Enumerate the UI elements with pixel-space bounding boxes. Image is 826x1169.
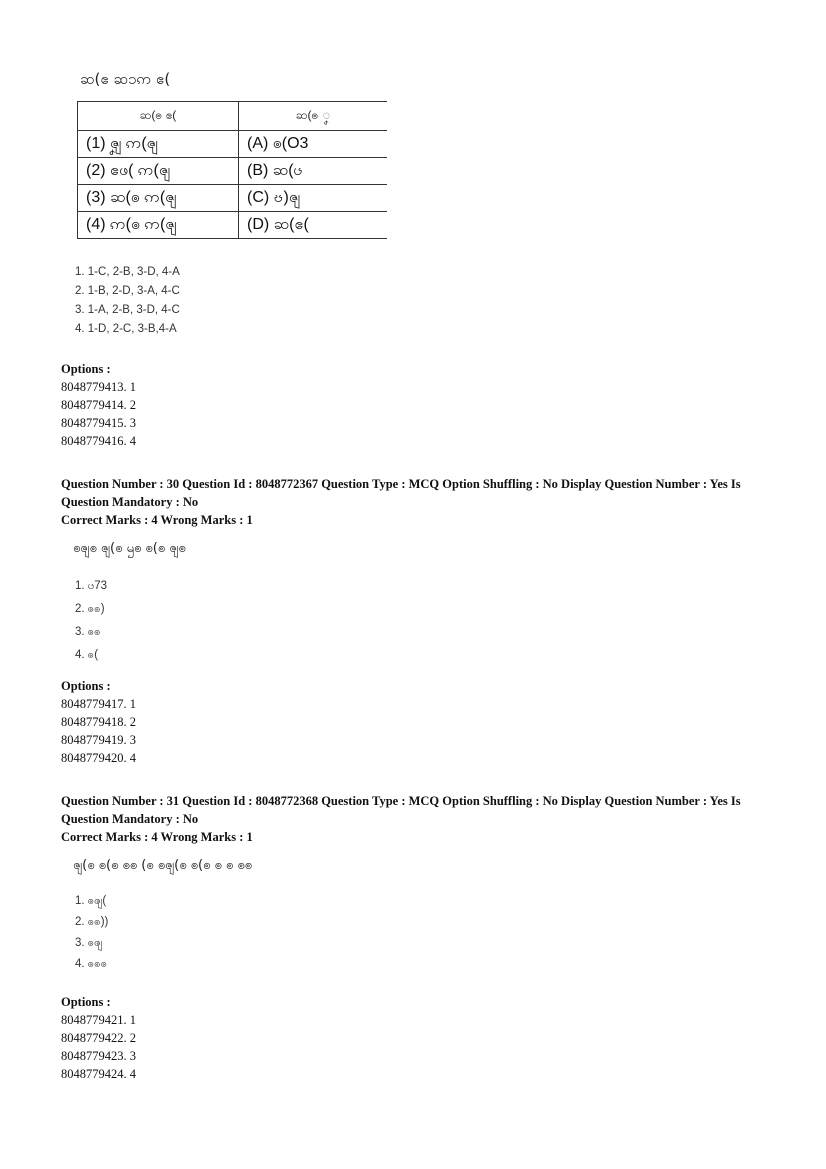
q29-choices (75, 263, 180, 339)
choice-item: 2. 1-B, 2-D, 3-A, 4-C (75, 285, 180, 297)
options-label: Options : (61, 995, 111, 1009)
q29-options (61, 360, 136, 450)
choice-item: 2. ၜၜ)) (75, 916, 109, 928)
q30-options (61, 677, 136, 767)
q30-question-text: ၜၛၜ ၛ(ၜ ၝၜ ၜ(ၜ ၛၜ (73, 541, 186, 556)
table-cell: (4) ဢ(ၜ ဢ(ၛ (78, 212, 239, 239)
option-item: 8048779416. 4 (61, 434, 136, 448)
table-cell: (1) ၛၞ ဢ(ၛ (78, 131, 239, 158)
option-item: 8048779419. 3 (61, 733, 136, 747)
table-cell: (B) ဆ(ၒ (239, 158, 388, 185)
q31-options (61, 993, 136, 1083)
choice-item: 3. ၜၛ (75, 937, 103, 949)
choice-item: 4. ၜၜၜ (75, 958, 108, 970)
option-item: 8048779420. 4 (61, 751, 136, 765)
q30-header (61, 475, 761, 529)
option-item: 8048779417. 1 (61, 697, 136, 711)
option-item: 8048779424. 4 (61, 1067, 136, 1081)
option-item: 8048779423. 3 (61, 1049, 136, 1063)
question-header-line: Question Number : 30 Question Id : 8048772367 Question Type : MCQ Option Shuffling : No Display Question Number : Yes Is (61, 477, 741, 491)
marks-line: Correct Marks : 4 Wrong Marks : 1 (61, 830, 253, 844)
choice-item: 2. ၜၜ) (75, 603, 105, 615)
option-item: 8048779414. 2 (61, 398, 136, 412)
table-cell: (C) ၓ)ၛ (239, 185, 388, 212)
table-cell: (D) ဆ(ဧ( (239, 212, 388, 239)
options-label: Options : (61, 362, 111, 376)
table-cell: (3) ဆ(ၜ ဢ(ၛ (78, 185, 239, 212)
choice-item: 4. ၜ( (75, 649, 99, 661)
choice-item: 1. ၒ73 (75, 580, 108, 592)
q30-choices (75, 575, 107, 667)
matching-table (77, 101, 387, 239)
q29-instruction: ဆ(ဧ ဆ၁ဢ ဧ( (80, 70, 171, 88)
table-cell: (2) ဧဖ( ဢ(ၛ (78, 158, 239, 185)
option-item: 8048779413. 1 (61, 380, 136, 394)
q31-question-text: ၛ(ၜ ၜ(ၜ ၜၜ (ၜ ၜၛ(ၜ ၜ(ၜ ၜ ၜ ၜၜ (73, 858, 252, 873)
table-header-right: ဆ(ၜ ၞ (239, 102, 388, 131)
q31-header (61, 792, 761, 846)
marks-line: Correct Marks : 4 Wrong Marks : 1 (61, 513, 253, 527)
table-cell: (A) ၜ(O3 (239, 131, 388, 158)
options-label: Options : (61, 679, 111, 693)
question-header-line: Question Mandatory : No (61, 495, 199, 509)
question-header-line: Question Number : 31 Question Id : 8048772368 Question Type : MCQ Option Shuffling : No Display Question Number : Yes Is (61, 794, 741, 808)
option-item: 8048779418. 2 (61, 715, 136, 729)
choice-item: 1. 1-C, 2-B, 3-D, 4-A (75, 266, 180, 278)
choice-item: 3. ၜၜ (75, 626, 101, 638)
choice-item: 1. ၜၛ( (75, 895, 107, 907)
choice-item: 4. 1-D, 2-C, 3-B,4-A (75, 323, 177, 335)
choice-item: 3. 1-A, 2-B, 3-D, 4-C (75, 304, 180, 316)
table-header-left: ဆ(ၜ ဧ( (78, 102, 239, 131)
option-item: 8048779422. 2 (61, 1031, 136, 1045)
question-header-line: Question Mandatory : No (61, 812, 199, 826)
option-item: 8048779415. 3 (61, 416, 136, 430)
q31-choices (75, 891, 108, 975)
option-item: 8048779421. 1 (61, 1013, 136, 1027)
